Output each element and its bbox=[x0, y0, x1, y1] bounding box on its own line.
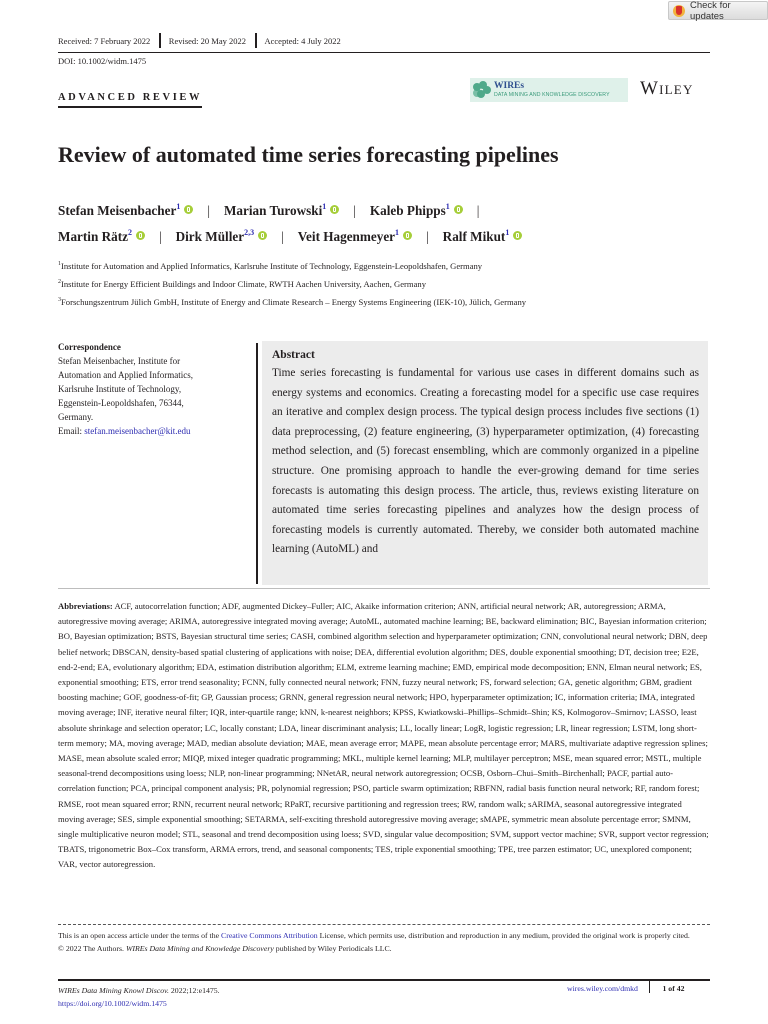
journal-site-link[interactable]: wires.wiley.com/dmkd bbox=[567, 984, 638, 993]
received-date: Received: 7 February 2022 bbox=[58, 36, 151, 46]
license-prefix: This is an open access article under the terms of the bbox=[58, 931, 222, 940]
wires-journal-logo bbox=[470, 78, 628, 102]
license-suffix: License, which permits use, distribution and reproduction in any medium, provided the original work is properly cited. bbox=[317, 931, 690, 940]
section-divider bbox=[58, 588, 710, 589]
affiliation-number: 1 bbox=[58, 261, 61, 267]
affiliation-ref[interactable]: 2,3 bbox=[244, 228, 255, 237]
divider bbox=[159, 33, 161, 48]
affiliation-text: Institute for Automation and Applied Informatics, Karlsruhe Institute of Technology, Eggenstein-Leopoldshafen, Germany bbox=[61, 261, 483, 271]
paper-title: Review of automated time series forecasting pipelines bbox=[58, 142, 559, 167]
correspondence bbox=[58, 340, 248, 438]
check-updates-label: Check for updates bbox=[690, 0, 731, 22]
article-dates bbox=[58, 36, 710, 53]
author bbox=[58, 229, 145, 244]
abbreviations-label: Abbreviations: bbox=[58, 601, 113, 611]
orcid-icon[interactable] bbox=[513, 231, 522, 240]
journal-abbrev: WIREs Data Mining Knowl Discov. bbox=[58, 986, 169, 995]
correspondence-line: Automation and Applied Informatics, bbox=[58, 370, 193, 380]
email-link[interactable]: stefan.meisenbacher@kit.edu bbox=[84, 426, 191, 436]
author bbox=[58, 203, 193, 218]
divider bbox=[649, 980, 651, 993]
page-number: 1 of 42 bbox=[662, 984, 685, 993]
journal-citation bbox=[58, 984, 220, 997]
author-name: Martin Rätz bbox=[58, 229, 128, 244]
affiliation-ref[interactable]: 1 bbox=[322, 202, 327, 211]
article-type: ADVANCED REVIEW bbox=[58, 92, 202, 108]
author bbox=[176, 229, 268, 244]
affiliation-number: 3 bbox=[58, 297, 61, 303]
orcid-icon[interactable] bbox=[258, 231, 267, 240]
check-for-updates-button[interactable] bbox=[668, 1, 768, 20]
column-divider bbox=[256, 343, 258, 584]
author-separator: | bbox=[158, 229, 162, 244]
affiliation-ref[interactable]: 1 bbox=[505, 228, 510, 237]
doi-link[interactable]: https://doi.org/10.1002/widm.1475 bbox=[58, 999, 167, 1008]
footer-right bbox=[567, 984, 685, 993]
correspondence-line: Karlsruhe Institute of Technology, bbox=[58, 384, 182, 394]
author-name: Ralf Mikut bbox=[442, 229, 506, 244]
affiliation-ref[interactable]: 1 bbox=[445, 202, 450, 211]
bookmark-icon bbox=[673, 5, 685, 17]
author-name: Dirk Müller bbox=[175, 229, 245, 244]
revised-date: Revised: 20 May 2022 bbox=[168, 36, 246, 46]
abstract-box bbox=[262, 341, 708, 585]
wires-emblem-icon bbox=[473, 81, 491, 99]
abbreviations-text: ACF, autocorrelation function; ADF, augmented Dickey–Fuller; AIC, Akaike information criterion; ANN, artificial neural network; AR, autoregression; ARMA, autoregressive moving average; ARIMA, autoregressive integrated moving average; AutoML, automated machine learning; BE, backward elimination; BIC, Bayesian information criterion; BO, Bayesian optimization; BSTS, Bayesian structural time series; CASH, combined algorithm selection and hyperparameter optimization; CNN, convolutional neural network; DBN, deep belief network; DBSCAN, density-based spatial clustering of applications with noise; DEA, differential evolution algorithm; DES, double exponential smoothing; DT, decision tree; E2E, end-2-end; EA, evolutionary algorithm; EDA, estimation distribution algorithm; ELM, extreme learning machine; EMD, empirical mode decomposition; ENN, Elman neural network; ES, exponential smoothing; ETS, error trend seasonality; FCNN, fully connected neural network; FNN, fuzzy neural network; FS, forward selection; GA, genetic algorithm; GBM, gradient boosting machine; GOF, goodness-of-fit; GP, Gaussian process; GRNN, general regression neural network; HPO, hyperparameter optimization; IC, information criteria; IMA, integrated moving average; INF, iterative neural filter; IQR, inter-quartile range; kNN, k-nearest neighbors; KPSS, Kwiatkowski–Phillips–Schmidt–Shin; KS, Kolmogorov–Smirnov; LASSO, least absolute shrinkage and selection operator; LC, locally constant; LDA, linear discriminant analysis; LL, locally linear; LogR, logistic regression; LR, linear regression; LSTM, long short-term memory; MA, moving average; MAD, median absolute deviation; MAE, mean average error; MAPE, mean absolute percentage error; MARS, multivariate adaptive regression splines; MASE, mean absolute scaled error; MIQP, mixed integer quadratic programming; MKL, multiple kernel learning; MLP, multilayer perceptron; MSE, mean squared error; MSTL, multiple seasonal-trend decompositions using loess; NLP, non-linear programming; NNetAR, neural network autoregression; OCSB, Osborn–Chui–Smith–Birchenhall; PACF, partial auto-correlation function; PCA, principal component analysis; PR, polynomial regression; PSO, particle swarm optimization; RBFNN, radial basis function neural network; RF, random forest; RMSE, root mean squared error; RNN, recurrent neural network; RPaRT, recursive partitioning and regression trees; RW, random walk; sARIMA, seasonal autoregressive integrated moving average; SES, simple exponential smoothing; SETARMA, self-exciting threshold autoregressive moving average; sMAPE, symmetric mean absolute percentage error; SMNM, single multiplicative neuron model; STL, seasonal and trend decomposition using loess; SVD, singular value decomposition; SVM, support vector machine; SVR, support vector regression; TBATS, trigonometric Box–Cox transform, ARMA errors, trend, and seasonal components; TES, triple exponential smoothing; TPE, tree parzen estimator; UC, unexplored component; VAR, vector autoregression. bbox=[58, 601, 709, 870]
divider bbox=[255, 33, 257, 48]
copyright-suffix: published by Wiley Periodicals LLC. bbox=[273, 944, 392, 953]
correspondence-title: Correspondence bbox=[58, 342, 121, 352]
affiliation-text: Institute for Energy Efficient Buildings and Indoor Climate, RWTH Aachen University, Aachen, Germany bbox=[61, 279, 426, 289]
affiliation-text: Forschungszentrum Jülich GmbH, Institute of Energy and Climate Research – Energy Systems Engineering (IEK-10), Jülich, Germany bbox=[61, 297, 527, 307]
author-separator: | bbox=[207, 203, 210, 218]
citation-numbers: 2022;12:e1475. bbox=[168, 986, 220, 995]
author-name: Marian Turowski bbox=[223, 203, 323, 218]
author-separator: | bbox=[281, 229, 284, 244]
copyright bbox=[58, 942, 710, 955]
footer-divider bbox=[58, 979, 710, 981]
orcid-icon[interactable] bbox=[330, 205, 339, 214]
copyright-prefix: © 2022 The Authors. bbox=[58, 944, 126, 953]
affiliation-ref[interactable]: 1 bbox=[176, 202, 181, 211]
author bbox=[370, 203, 463, 218]
author-name: Stefan Meisenbacher bbox=[58, 203, 177, 218]
author-list bbox=[58, 198, 678, 250]
abbreviations bbox=[58, 599, 710, 873]
author-name: Veit Hagenmeyer bbox=[297, 229, 396, 244]
footer-citation bbox=[58, 984, 220, 1010]
author bbox=[298, 229, 412, 244]
orcid-icon[interactable] bbox=[184, 205, 193, 214]
author-separator: | bbox=[353, 203, 356, 218]
affiliation-item bbox=[58, 293, 526, 311]
author bbox=[224, 203, 339, 218]
affiliation-ref[interactable]: 2 bbox=[127, 228, 132, 237]
wires-subtitle: DATA MINING AND KNOWLEDGE DISCOVERY bbox=[494, 91, 610, 98]
license-notice bbox=[58, 929, 710, 955]
doi: DOI: 10.1002/widm.1475 bbox=[58, 56, 147, 66]
correspondence-line: Germany. bbox=[58, 412, 94, 422]
orcid-icon[interactable] bbox=[403, 231, 412, 240]
wires-name: WIREs bbox=[494, 81, 525, 92]
author-separator: | bbox=[476, 203, 480, 218]
license-text bbox=[58, 929, 710, 942]
correspondence-email-line bbox=[58, 424, 248, 438]
affiliation-item bbox=[58, 275, 526, 293]
affiliation-item bbox=[58, 257, 526, 275]
author-name: Kaleb Phipps bbox=[369, 203, 446, 218]
affiliation-number: 2 bbox=[58, 279, 61, 285]
creative-commons-link[interactable]: Creative Commons Attribution bbox=[221, 931, 318, 940]
affiliation-ref[interactable]: 1 bbox=[395, 228, 400, 237]
dashed-divider bbox=[58, 924, 710, 925]
orcid-icon[interactable] bbox=[136, 231, 145, 240]
correspondence-line: Eggenstein-Leopoldshafen, 76344, bbox=[58, 398, 184, 408]
email-label: Email: bbox=[58, 426, 85, 436]
copyright-journal: WIREs Data Mining and Knowledge Discovery bbox=[125, 944, 274, 953]
wiley-logo: Wiley bbox=[640, 78, 694, 99]
author-separator: | bbox=[426, 229, 429, 244]
abstract-title: Abstract bbox=[272, 349, 315, 361]
author bbox=[443, 229, 523, 244]
correspondence-line: Stefan Meisenbacher, Institute for bbox=[58, 356, 181, 366]
accepted-date: Accepted: 4 July 2022 bbox=[264, 36, 341, 46]
affiliations bbox=[58, 257, 526, 311]
abstract-body: Time series forecasting is fundamental for various use cases in different domains such as energy systems and economics. Creating a forecasting model for a specific use case requires an iterative and complex design process. The typical design process includes five sections (1) data preprocessing, (2) feature engineering, (3) hyperparameter optimization, (4) forecasting method selection, and (5) forecast ensembling, which are commonly organized in a pipeline structure. One promising approach to handle the ever-growing demand for time series forecasts is automating this design process. The article, thus, reviews existing literature on automated time series forecasting pipelines and analyzes how the design process of forecasting models is currently automated. Thereby, we consider both automated machine learning (AutoML) and bbox=[272, 367, 699, 556]
orcid-icon[interactable] bbox=[454, 205, 463, 214]
